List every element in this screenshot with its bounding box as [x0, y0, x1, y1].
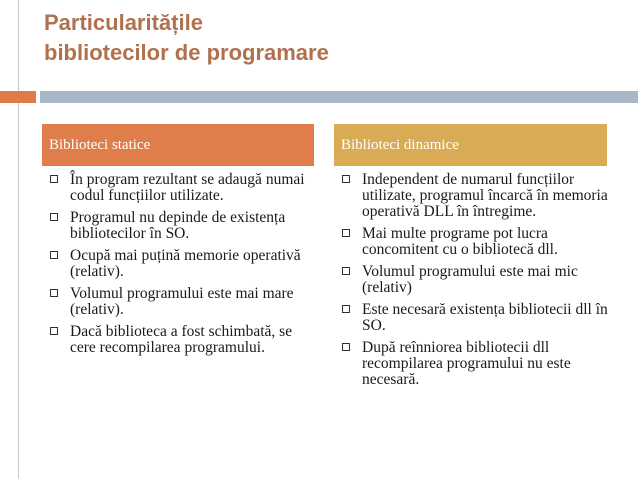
square-bullet-icon	[50, 327, 58, 335]
list-item	[342, 264, 608, 296]
list-item-text: Este necesară existența bibliotecii dll în SO.	[362, 301, 608, 334]
list-item-text: Mai multe programe pot lucra concomitent cu o bibliotecă dll.	[362, 225, 558, 258]
dynamic-libraries-list	[342, 172, 608, 394]
list-item-text: Programul nu depinde de existența bibliotecilor în SO.	[70, 209, 286, 242]
square-bullet-icon	[342, 229, 350, 237]
list-item	[50, 210, 312, 242]
static-libraries-list	[50, 172, 312, 362]
list-item	[342, 226, 608, 258]
list-item-text: Ocupă mai puțină memorie operativă (relativ).	[70, 247, 301, 280]
square-bullet-icon	[50, 213, 58, 221]
square-bullet-icon	[342, 305, 350, 313]
list-item-text: Independent de numarul funcțiilor utilizate, programul încarcă în memoria operativă DLL în întregime.	[362, 171, 608, 220]
square-bullet-icon	[50, 289, 58, 297]
slide-title	[44, 8, 604, 68]
left-vertical-rule	[18, 0, 19, 479]
list-item-text: După reînniorea bibliotecii dll recompilarea programului nu este necesară.	[362, 339, 571, 388]
square-bullet-icon	[342, 343, 350, 351]
list-item-text: Volumul programului este mai mic (relativ)	[362, 263, 578, 296]
dynamic-libraries-header: Biblioteci dinamice	[334, 124, 607, 166]
square-bullet-icon	[50, 251, 58, 259]
accent-bar-blue	[40, 91, 638, 103]
list-item	[50, 248, 312, 280]
list-item-text: În program rezultant se adaugă numai codul funcțiilor utilizate.	[70, 171, 305, 204]
square-bullet-icon	[342, 175, 350, 183]
slide-title-line-2: bibliotecilor de programare	[44, 40, 329, 65]
slide-title-line-1: Particularitățile	[44, 10, 203, 35]
list-item	[50, 172, 312, 204]
list-item	[342, 340, 608, 388]
square-bullet-icon	[50, 175, 58, 183]
accent-bar-orange	[0, 91, 36, 103]
square-bullet-icon	[342, 267, 350, 275]
list-item-text: Dacă biblioteca a fost schimbată, se cere recompilarea programului.	[70, 323, 293, 356]
list-item	[50, 324, 312, 356]
list-item	[342, 172, 608, 220]
list-item	[342, 302, 608, 334]
static-libraries-header: Biblioteci statice	[42, 124, 314, 166]
list-item-text: Volumul programului este mai mare (relativ).	[70, 285, 294, 318]
list-item	[50, 286, 312, 318]
